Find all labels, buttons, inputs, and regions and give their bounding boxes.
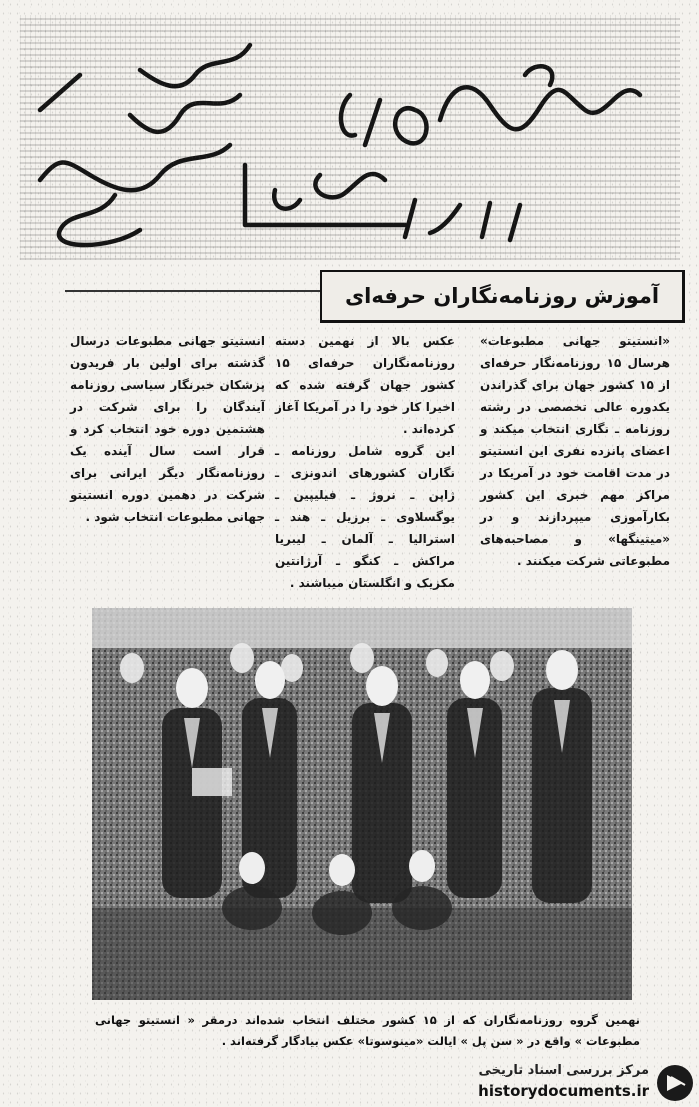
column-3-text: انستیتو جهانی مطبوعات درسال گذشته برای اولین بار فریدون پزشکان خبرنگار سیاسی روزنامه آیندگان را برای شرکت در هشتمین دوره خود انتخاب کرد و قرار است سال آینده یک روزنامه‌نگار دیگر ایرانی برای شرکت در دهمین دوره انستیتو جهانی مطبوعات انتخاب شود . xyxy=(70,334,265,524)
column-1-text: «انستیتو جهانی مطبوعات» هرسال ۱۵ روزنامه‌نگار حرفه‌ای از ۱۵ کشور جهان برای گذراندن یکدوره عالی تخصصی در رشته روزنامه ـ نگاری انتخاب میکند و اعضای پانزده نفری این انستیتو در مدت اقامت خود در آمریکا در مراکز مهم خبری این کشور بکارآموزی میپردازند و در «میتینگها» و مصاحبه‌های مطبوعاتی شرکت میکنند . xyxy=(480,334,671,568)
column-2-paragraph-2: این گروه شامل روزنامه ـ نگاران کشورهای اندونزی ـ ژاپن ـ نروژ ـ فیلیپین ـ یوگسلاوی ـ برزیل ـ هند ـ استرالیا ـ آلمان ـ لیبریا مراکش ـ کنگو ـ آرژانتین مکزیک و انگلستان میباشند . xyxy=(275,444,455,590)
headline-box xyxy=(320,270,685,323)
headline: آموزش روزنامه‌نگاران حرفه‌ای xyxy=(344,284,660,308)
handwritten-header xyxy=(20,15,680,260)
column-2-paragraph-1: عکس بالا از نهمین دسته روزنامه‌نگاران حرفه‌ای ۱۵ کشور جهان گرفته شده که اخیرا کار خود را در آمریکا آغاز کرده‌اند . xyxy=(275,334,455,436)
article-column-2 xyxy=(275,330,455,594)
article-column-3 xyxy=(70,330,265,528)
watermark-url: historydocuments.ir xyxy=(478,1082,649,1100)
watermark-persian: مرکز بررسی اسناد تاریخی xyxy=(478,1063,649,1078)
photo-caption: نهمین گروه روزنامه‌نگاران که از ۱۵ کشور مختلف انتخاب شده‌اند درمقر « انستیتو جهانی مطبوعات » واقع در « سن پل » ایالت «مینوسوتا» عکس بیادگار گرفته‌اند . xyxy=(95,1013,640,1048)
watermark xyxy=(410,1063,695,1103)
headline-rule xyxy=(65,290,320,292)
article-column-1 xyxy=(480,330,670,572)
group-photo xyxy=(92,608,632,1000)
archive-logo-icon xyxy=(655,1063,695,1103)
